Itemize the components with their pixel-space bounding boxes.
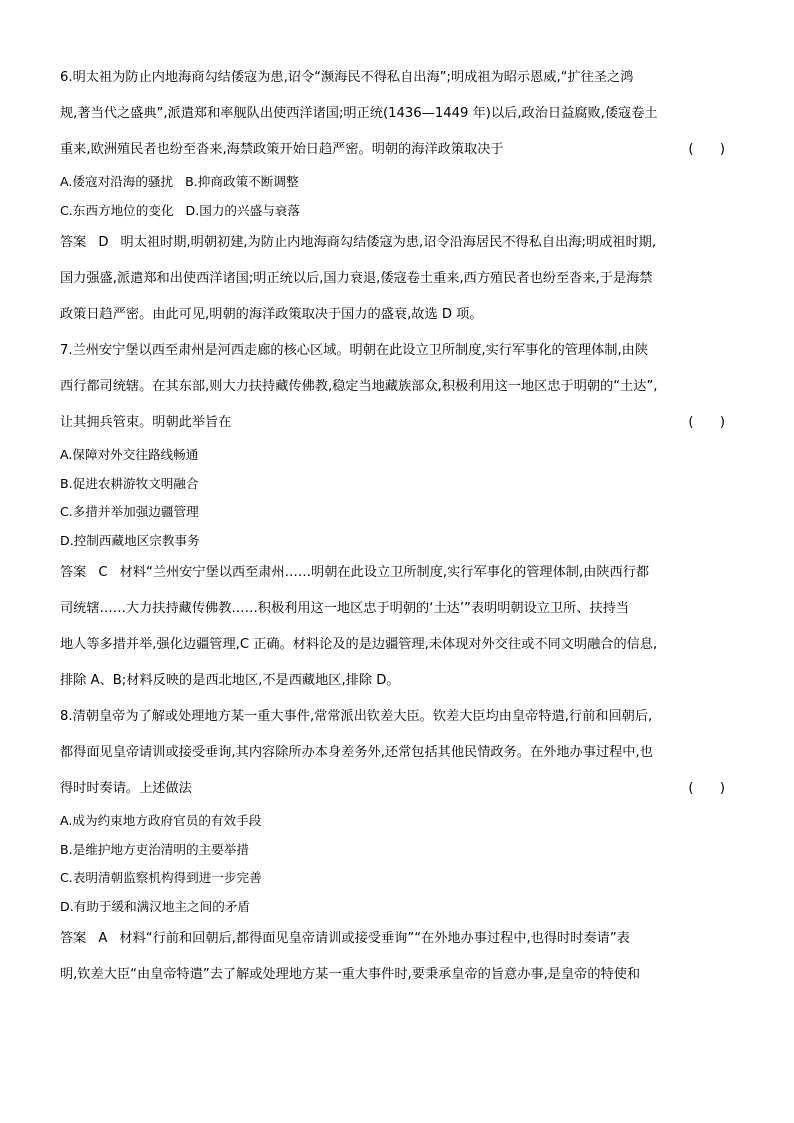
answer-line [60, 921, 725, 957]
question-stem-text: 重来,欧洲殖民者也纷至沓来,海禁政策开始日趋严密。明朝的海洋政策取决于 [60, 142, 504, 157]
question-stem-line: 6.明太祖为防止内地海商勾结倭寇为患,诏令“濒海民不得私自出海”;明成祖为昭示恩威,“扩往圣之鸿 [60, 70, 634, 85]
option-a: A.保障对外交往路线畅通 [60, 447, 199, 462]
option-c: C.东西方地位的变化 [60, 202, 174, 218]
option-row [60, 197, 725, 226]
question-stem-text: 得时时奏请。上述做法 [60, 781, 192, 796]
option-row [60, 168, 725, 197]
question-6 [60, 60, 725, 333]
analysis-line: 排除 A、B;材料反映的是西北地区,不是西藏地区,排除 D。 [60, 673, 400, 688]
option-d: D.控制西藏地区宗教事务 [60, 532, 200, 548]
answer-label: 答案 [60, 565, 87, 580]
question-stem-line: 都得面见皇帝请训或接受垂询,其内容除所办本身差务外,还常包括其他民情政务。在外地办事过程中,也 [60, 745, 653, 760]
question-stem-line [60, 771, 725, 807]
answer-line [60, 555, 725, 591]
document-page [60, 60, 725, 993]
analysis-line: 国力强盛,派遣郑和出使西洋诸国;明正统以后,国力衰退,倭寇卷土重来,西方殖民者也纷至沓来,于是海禁 [60, 271, 653, 286]
option-b: B.促进农耕游牧文明融合 [60, 475, 199, 491]
analysis-text: 明太祖时期,明朝初建,为防止内地海商勾结倭寇为患,诏令沿海居民不得私自出海;明成祖时期, [120, 235, 657, 250]
question-7 [60, 333, 725, 699]
option-a: A.倭寇对沿海的骚扰 [60, 174, 174, 189]
answer-blank: ( ) [688, 781, 725, 796]
analysis-text: 材料“行前和回朝后,都得面见皇帝请训或接受垂询”“在外地办事过程中,也得时时奏请”表 [119, 931, 630, 946]
analysis-line: 政策日趋严密。由此可见,明朝的海洋政策取决于国力的盛衰,故选 D 项。 [60, 307, 483, 322]
answer-blank: ( ) [688, 142, 725, 157]
question-stem-line: 西行都司统辖。在其东部,则大力扶持藏传佛教,稳定当地藏族部众,积极利用这一地区忠于明朝的“土达”, [60, 379, 658, 394]
question-stem-line [60, 132, 725, 168]
answer-letter: C [98, 565, 108, 580]
question-stem-text: 让其拥兵管束。明朝此举旨在 [60, 415, 232, 430]
option-c: C.表明清朝监察机构得到进一步完善 [60, 870, 262, 885]
answer-line [60, 225, 725, 261]
analysis-text: 材料“兰州安宁堡以西至肃州……明朝在此设立卫所制度,实行军事化的管理体制,由陕西行都 [119, 565, 650, 580]
answer-label: 答案 [60, 931, 87, 946]
question-stem-line: 规,著当代之盛典”,派遣郑和率舰队出使西洋诸国;明正统(1436—1449 年)以后,政治日益腐败,倭寇卷土 [60, 106, 658, 121]
option-b: B.是维护地方吏治清明的主要举措 [60, 841, 249, 857]
analysis-line: 司统辖……大力扶持藏传佛教……积极利用这一地区忠于明朝的‘土达’”表明明朝设立卫所、扶持当 [60, 601, 630, 616]
question-stem-line [60, 405, 725, 441]
answer-label: 答案 [60, 235, 87, 250]
question-8 [60, 699, 725, 993]
answer-blank: ( ) [688, 415, 725, 430]
analysis-line: 明,钦差大臣“由皇帝特遣”去了解或处理地方某一重大事件时,要秉承皇帝的旨意办事,是皇帝的特使和 [60, 967, 641, 982]
answer-letter: D [98, 235, 109, 250]
option-c: C.多措并举加强边疆管理 [60, 504, 199, 519]
answer-letter: A [98, 931, 108, 946]
option-d: D.有助于缓和满汉地主之间的矛盾 [60, 898, 251, 914]
question-stem-line: 8.清朝皇帝为了解或处理地方某一重大事件,常常派出钦差大臣。钦差大臣均由皇帝特遣,行前和回朝后, [60, 709, 653, 724]
option-b: B.抑商政策不断调整 [185, 174, 299, 189]
option-a: A.成为约束地方政府官员的有效手段 [60, 813, 262, 828]
option-d: D.国力的兴盛与衰落 [185, 202, 300, 218]
analysis-line: 地人等多措并举,强化边疆管理,C 正确。材料论及的是边疆管理,未体现对外交往或不同文明融合的信息, [60, 637, 658, 652]
question-stem-line: 7.兰州安宁堡以西至肃州是河西走廊的核心区域。明朝在此设立卫所制度,实行军事化的管理体制,由陕 [60, 343, 649, 358]
